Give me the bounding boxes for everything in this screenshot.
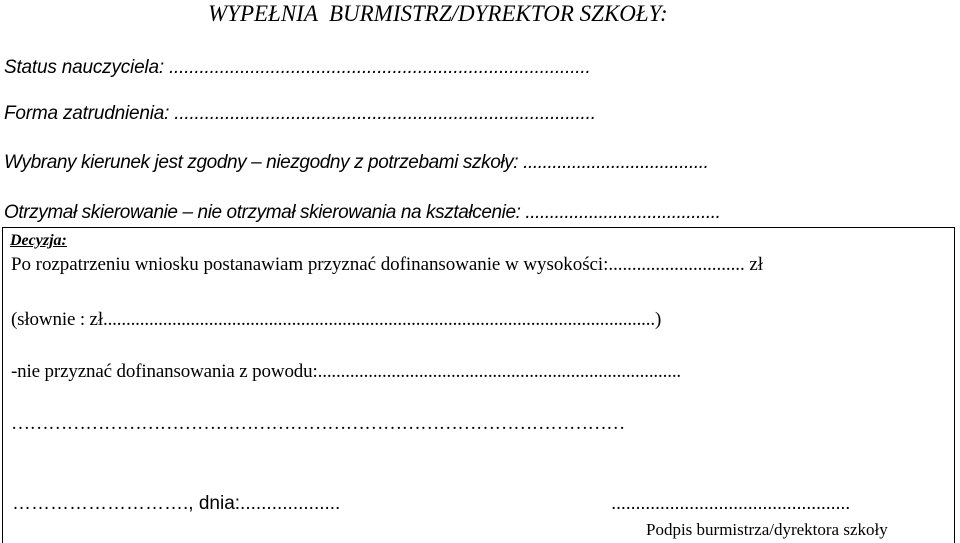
direction-compatibility-field: Wybrany kierunek jest zgodny – niezgodny z potrzebami szkoły: ...................................... — [4, 152, 709, 173]
signature-line: ................................................. — [611, 493, 851, 514]
referral-field: Otrzymał skierowanie – nie otrzymał skierowania na kształcenie: ........................................ — [4, 202, 721, 223]
decision-label: Decyzja: — [10, 232, 67, 249]
refusal-reason-line: -nie przyznać dofinansowania z powodu:............................................................................... — [11, 361, 682, 382]
employment-form-field: Forma zatrudnienia: ................................................................................... — [4, 103, 596, 124]
refusal-reason-blank-line: ……………………………………………………………………………………… — [11, 413, 625, 434]
place-date-line: ………………………., dnia:................... — [12, 493, 341, 514]
grant-line: Po rozpatrzeniu wniosku postanawiam przyznać dofinansowanie w wysokości:............................. zł — [11, 254, 763, 275]
page-title: WYPEŁNIA BURMISTRZ/DYREKTOR SZKOŁY: — [208, 1, 668, 26]
signature-caption: Podpis burmistrza/dyrektora szkoły — [646, 520, 888, 539]
amount-in-words-line: (słownie : zł........................................................................................................................) — [11, 309, 662, 330]
teacher-status-field: Status nauczyciela: ................................................................................... — [4, 57, 591, 78]
